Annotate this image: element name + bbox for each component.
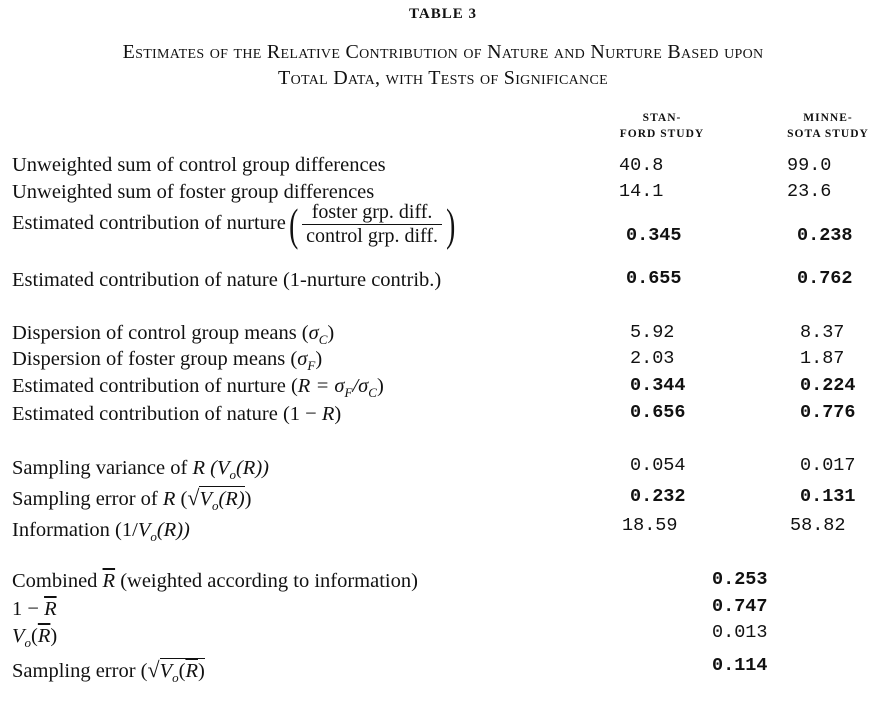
- value-minnesota-nature-contrib: 0.762: [797, 268, 853, 289]
- row-label-sampling-error: [12, 485, 251, 514]
- value-stanford-control-sum: 40.8: [619, 155, 664, 176]
- value-minnesota-nurture-r: 0.224: [800, 375, 856, 396]
- radicand: [199, 486, 245, 514]
- variance-arg: (R): [218, 488, 245, 510]
- row-label-nurture-r: [12, 375, 384, 401]
- value-minnesota-control-sum: 99.0: [787, 155, 832, 176]
- value-minnesota-foster-sum: 23.6: [787, 181, 832, 202]
- subscript-c: C: [318, 332, 328, 348]
- fraction-numerator: foster grp. diff.: [302, 201, 442, 225]
- value-minnesota-sampling-variance: 0.017: [800, 455, 856, 476]
- row-label-foster-dispersion: [12, 348, 322, 374]
- variance-arg: (R)): [156, 519, 190, 541]
- r-bar-symbol: $\overline{R}$: [44, 598, 57, 620]
- row-label-control-dispersion: [12, 322, 334, 348]
- subscript-o: o: [150, 529, 157, 545]
- subscript-f: F: [344, 385, 353, 401]
- open-paren: (: [175, 488, 188, 510]
- value-stanford-sampling-error: 0.232: [630, 486, 686, 507]
- value-minnesota-nurture-ratio: 0.238: [797, 225, 853, 246]
- value-minnesota-foster-dispersion: 1.87: [800, 348, 845, 369]
- value-sampling-error-r-bar: 0.114: [712, 655, 768, 676]
- subscript-o: o: [229, 467, 236, 483]
- combined-r-suffix: (weighted according to information): [115, 570, 418, 592]
- sampling-error-text: Sampling error of: [12, 488, 163, 510]
- open-paren: (: [178, 660, 186, 682]
- r-symbol: R: [192, 457, 205, 479]
- r-symbol: R: [321, 403, 335, 425]
- close-paren: ): [446, 198, 456, 250]
- r-bar-symbol: $\overline{R}$: [37, 625, 51, 647]
- subscript-o: o: [24, 635, 32, 651]
- table-label: TABLE 3: [409, 6, 477, 22]
- value-stanford-foster-sum: 14.1: [619, 181, 664, 202]
- subscript-f: F: [307, 358, 316, 374]
- row-label-variance-r-bar: [12, 625, 57, 651]
- row-label-sampling-variance: [12, 457, 269, 483]
- value-stanford-nature-contrib: 0.655: [626, 268, 682, 289]
- value-variance-r-bar: 0.013: [712, 622, 768, 643]
- column-header-stanford-line-1: STAN-: [642, 112, 682, 124]
- column-header-minnesota-line-2: SOTA STUDY: [787, 128, 869, 140]
- subscript-c: C: [368, 385, 377, 401]
- close-paren: ): [244, 488, 252, 510]
- r-bar-symbol: $\overline{R}$: [102, 570, 116, 592]
- variance-v: V: [12, 625, 25, 647]
- value-minnesota-nature-r: 0.776: [800, 402, 856, 423]
- value-stanford-foster-dispersion: 2.03: [630, 348, 675, 369]
- information-text: Information (1/: [12, 519, 138, 541]
- value-stanford-sampling-variance: 0.054: [630, 455, 686, 476]
- row-label-nurture-ratio: [12, 198, 458, 250]
- nature-r-text: Estimated contribution of nature (1 −: [12, 403, 322, 425]
- nurture-ratio-label-text: Estimated contribution of nurture: [12, 212, 286, 235]
- control-dispersion-text: Dispersion of control group means (: [12, 322, 309, 344]
- row-label-combined-r: [12, 570, 418, 593]
- subscript-o: o: [211, 498, 219, 514]
- value-minnesota-control-dispersion: 8.37: [800, 322, 845, 343]
- column-header-minnesota: [770, 110, 886, 142]
- value-one-minus-r: 0.747: [712, 596, 768, 617]
- r-bar-symbol: $\overline{R}$: [185, 660, 198, 682]
- value-stanford-nature-r: 0.656: [630, 402, 686, 423]
- r-formula: R = σ: [297, 375, 345, 397]
- column-header-stanford-line-2: FORD STUDY: [619, 128, 705, 140]
- row-label-nature-contrib: Estimated contribution of nature (1-nurture contrib.): [12, 269, 442, 291]
- close-paren: ): [334, 403, 342, 425]
- row-label-control-sum: Unweighted sum of control group differences: [12, 154, 386, 176]
- subscript-o: o: [172, 670, 179, 686]
- close-paren: ): [197, 660, 205, 682]
- sqrt-symbol: √: [147, 657, 160, 682]
- nurture-fraction: [302, 201, 442, 248]
- close-paren: ): [327, 322, 335, 344]
- row-label-information: [12, 519, 190, 545]
- open-paren: (: [288, 198, 299, 250]
- value-minnesota-information: 58.82: [790, 515, 846, 536]
- row-label-one-minus-r: [12, 598, 57, 621]
- row-label-sampling-error-r-bar: [12, 657, 205, 686]
- value-stanford-nurture-ratio: 0.345: [626, 225, 682, 246]
- divide-sigma: /σ: [352, 375, 369, 397]
- value-stanford-information: 18.59: [622, 515, 678, 536]
- value-combined-r: 0.253: [712, 569, 768, 590]
- column-header-minnesota-line-1: MINNE-: [803, 112, 853, 124]
- row-label-foster-sum: Unweighted sum of foster group differences: [12, 181, 375, 203]
- column-header-stanford: [612, 110, 712, 142]
- variance-v: V: [137, 519, 151, 541]
- sqrt-symbol: √: [187, 485, 200, 510]
- value-stanford-control-dispersion: 5.92: [630, 322, 675, 343]
- foster-dispersion-text: Dispersion of foster group means (: [12, 348, 298, 370]
- variance-v: V: [199, 488, 212, 510]
- variance-arg: (R)): [235, 457, 269, 479]
- sampling-variance-text: Sampling variance of: [12, 457, 193, 479]
- variance-v: V: [159, 660, 173, 682]
- fraction-denominator: control grp. diff.: [306, 225, 438, 247]
- value-stanford-nurture-r: 0.344: [630, 375, 686, 396]
- r-symbol: R: [162, 488, 176, 510]
- close-paren: ): [50, 625, 58, 647]
- variance-v: (V: [205, 457, 230, 479]
- sigma-symbol: σ: [308, 322, 319, 344]
- close-paren: ): [315, 348, 323, 370]
- table-title-line-1: Estimates of the Relative Contribution of Nature and Nurture Based upon: [122, 41, 764, 63]
- one-minus-text: 1 −: [12, 598, 45, 620]
- close-paren: ): [376, 375, 384, 397]
- value-minnesota-sampling-error: 0.131: [800, 486, 856, 507]
- nurture-r-text: Estimated contribution of nurture (: [12, 375, 298, 397]
- table-title-line-2: Total Data, with Tests of Significance: [278, 67, 608, 89]
- sampling-error-text: Sampling error (: [12, 660, 148, 682]
- combined-r-text: Combined: [12, 570, 103, 592]
- open-paren: (: [31, 625, 38, 647]
- radicand: [159, 658, 205, 686]
- row-label-nature-r: [12, 403, 341, 426]
- sigma-symbol: σ: [297, 348, 308, 370]
